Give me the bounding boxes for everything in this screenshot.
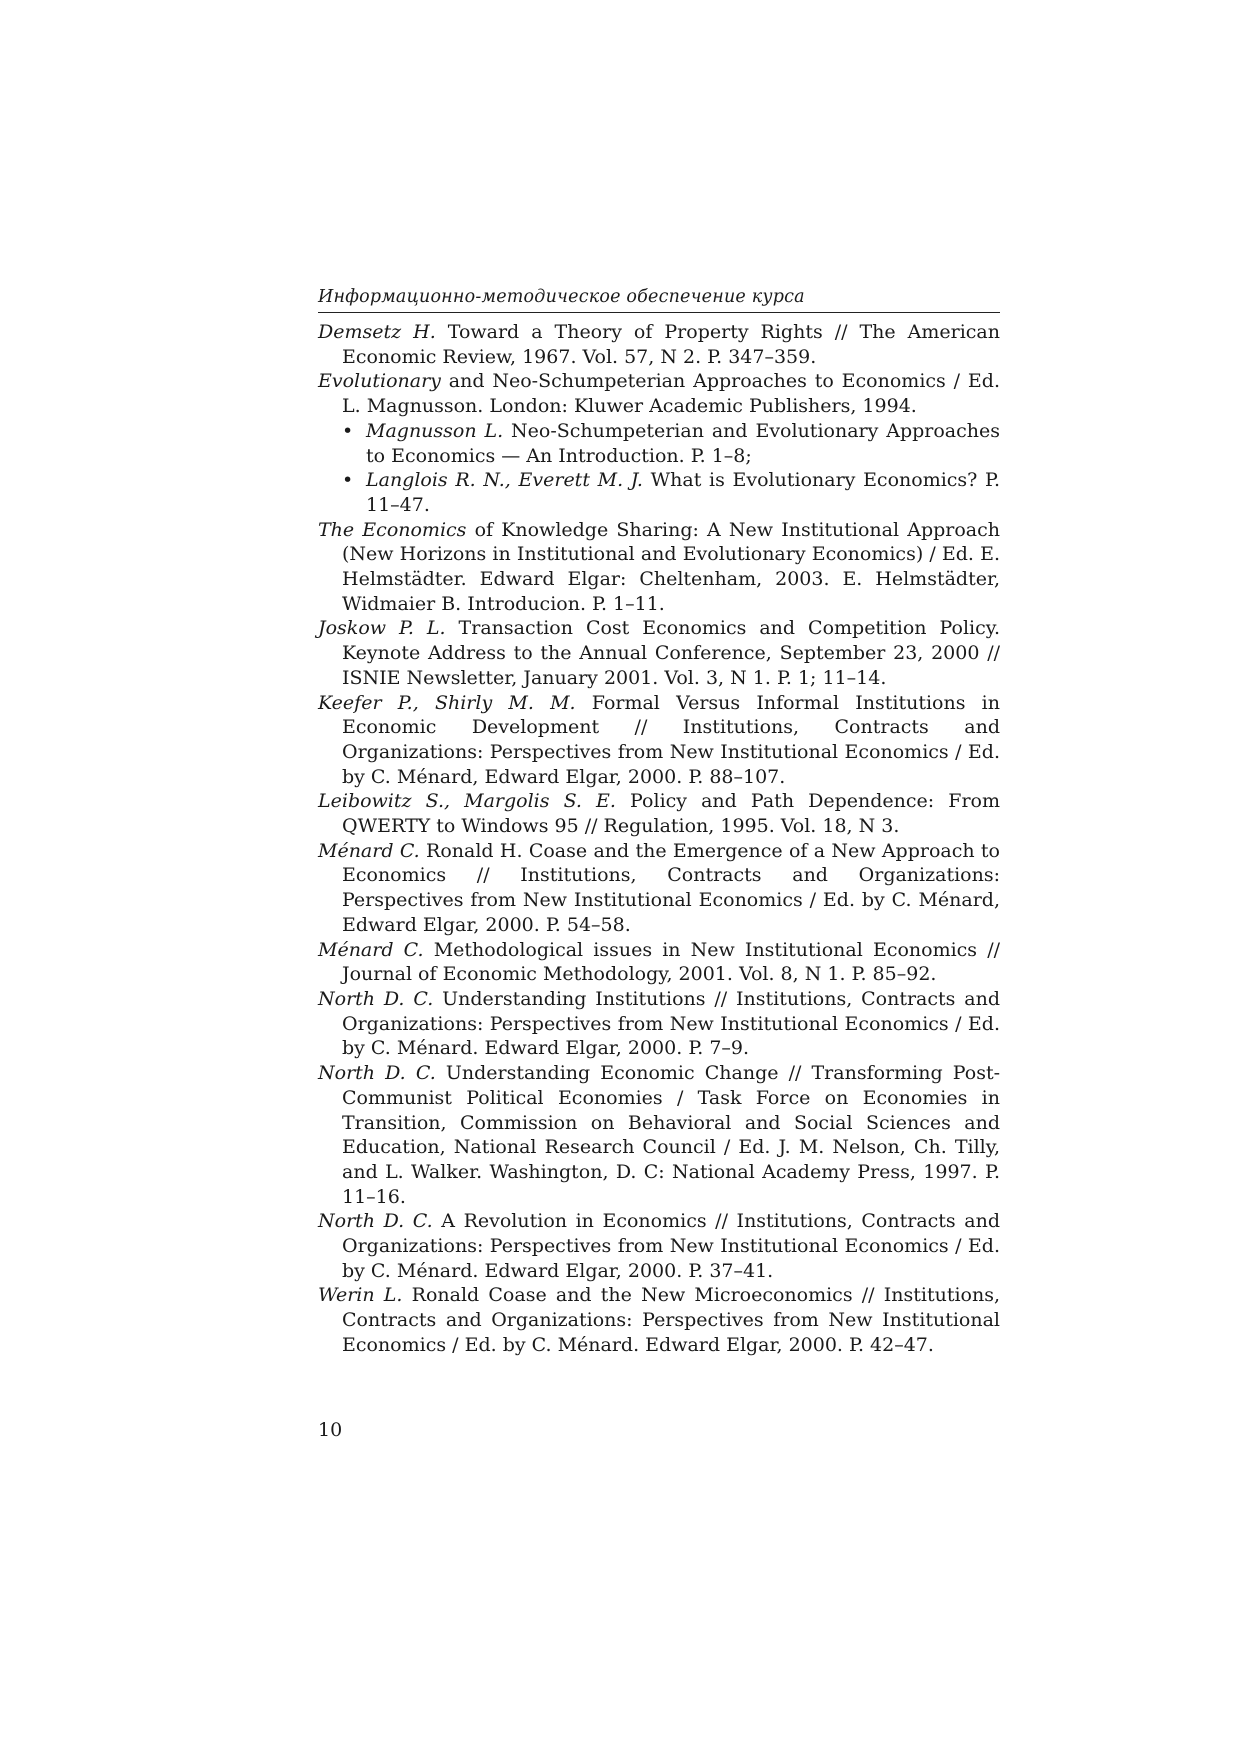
reference-entry	[318, 1283, 1000, 1357]
reference-author: Demsetz H.	[318, 321, 436, 343]
reference-author: Ménard C.	[318, 839, 420, 862]
reference-author: Evolutionary	[318, 370, 441, 393]
reference-text: Neo-Schumpeterian and Evolutionary Approaches to Economics — An Introduction. P. 1–8;	[366, 419, 1000, 467]
reference-entry	[318, 320, 1000, 369]
page-number: 10	[318, 1419, 343, 1441]
reference-list	[318, 320, 1000, 1358]
reference-entry	[318, 518, 1000, 617]
reference-author: The Economics	[318, 518, 467, 541]
reference-text: What is Evolutionary Economics? P. 11–47.	[366, 469, 1000, 516]
reference-author: Leibowitz S., Margolis S. E.	[318, 790, 616, 813]
reference-entry	[318, 369, 1000, 418]
reference-text: Understanding Institutions // Institutions, Contracts and Organizations: Perspectives from New Institutional Economics / Ed. by C. Ménard. Edward Elgar, 2000. P. 7–9.	[342, 987, 1000, 1060]
reference-text: A Revolution in Economics // Institutions, Contracts and Organizations: Perspectives from New Institutional Economics / Ed. by C. Ménard. Edward Elgar, 2000. P. 37–41.	[342, 1210, 1000, 1282]
reference-entry	[318, 987, 1000, 1061]
reference-text: Ronald Coase and the New Microeconomics // Institutions, Contracts and Organizations: Perspectives from New Institutional Economics / Ed. by C. Ménard. Edward Elgar, 2000. P. 42–47.	[342, 1284, 1000, 1356]
reference-entry	[318, 938, 1000, 987]
reference-text: and Neo-Schumpeterian Approaches to Economics / Ed. L. Magnusson. London: Kluwer Academic Publishers, 1994.	[342, 370, 1000, 418]
running-header: Информационно-методическое обеспечение курса	[318, 286, 1000, 313]
bullet-icon: •	[342, 419, 354, 442]
reference-entry	[318, 789, 1000, 838]
reference-text: Toward a Theory of Property Rights // The American Economic Review, 1967. Vol. 57, N 2. P. 347–359.	[342, 321, 1000, 368]
bullet-icon: •	[342, 469, 354, 492]
reference-author: Langlois R. N., Everett M. J.	[366, 469, 643, 492]
reference-entry	[318, 839, 1000, 938]
reference-author: North D. C.	[318, 1062, 436, 1085]
reference-text: Transaction Cost Economics and Competition Policy. Keynote Address to the Annual Conference, September 23, 2000 // ISNIE Newsletter, January 2001. Vol. 3, N 1. P. 1; 11–14.	[342, 617, 1000, 689]
reference-text: of Knowledge Sharing: A New Institutional Approach (New Horizons in Institutional and Evolutionary Economics) / Ed. E. Helmstädter. Edward Elgar: Cheltenham, 2003. E. Helmstädter, Widmaier B. Introducion. P. 1–11.	[342, 518, 1000, 615]
reference-entry	[318, 1209, 1000, 1283]
reference-subentry	[318, 419, 1000, 468]
reference-author: Ménard C.	[318, 938, 424, 961]
reference-author: Werin L.	[318, 1284, 403, 1307]
reference-author: Joskow P. L.	[318, 617, 446, 640]
reference-entry	[318, 1061, 1000, 1209]
reference-text: Understanding Economic Change // Transforming Post-Communist Political Economies / Task Force on Economies in Transition, Commission on Behavioral and Social Sciences and Education, National Research Council / Ed. J. M. Nelson, Ch. Tilly, and L. Walker. Washington, D. C: National Academy Press, 1997. P. 11–16.	[342, 1062, 1000, 1208]
reference-text: Methodological issues in New Institutional Economics // Journal of Economic Methodology, 2001. Vol. 8, N 1. P. 85–92.	[342, 938, 1000, 986]
reference-author: North D. C.	[318, 987, 434, 1010]
page-content	[318, 286, 1000, 1358]
reference-text: Policy and Path Dependence: From QWERTY to Windows 95 // Regulation, 1995. Vol. 18, N 3.	[342, 790, 1000, 838]
reference-text: Formal Versus Informal Institutions in Economic Development // Institutions, Contracts and Organizations: Perspectives from New Institutional Economics / Ed. by C. Ménard, Edward Elgar, 2000. P. 88–107.	[342, 691, 1000, 788]
reference-author: Keefer P., Shirly M. M.	[318, 691, 576, 714]
reference-author: Magnusson L.	[366, 419, 504, 442]
reference-text: Ronald H. Coase and the Emergence of a New Approach to Economics // Institutions, Contracts and Organizations: Perspectives from New Institutional Economics / Ed. by C. Ménard, Edward Elgar, 2000. P. 54–58.	[342, 839, 1000, 936]
reference-entry	[318, 691, 1000, 790]
reference-subentry	[318, 468, 1000, 517]
reference-entry	[318, 616, 1000, 690]
reference-author: North D. C.	[318, 1210, 433, 1233]
